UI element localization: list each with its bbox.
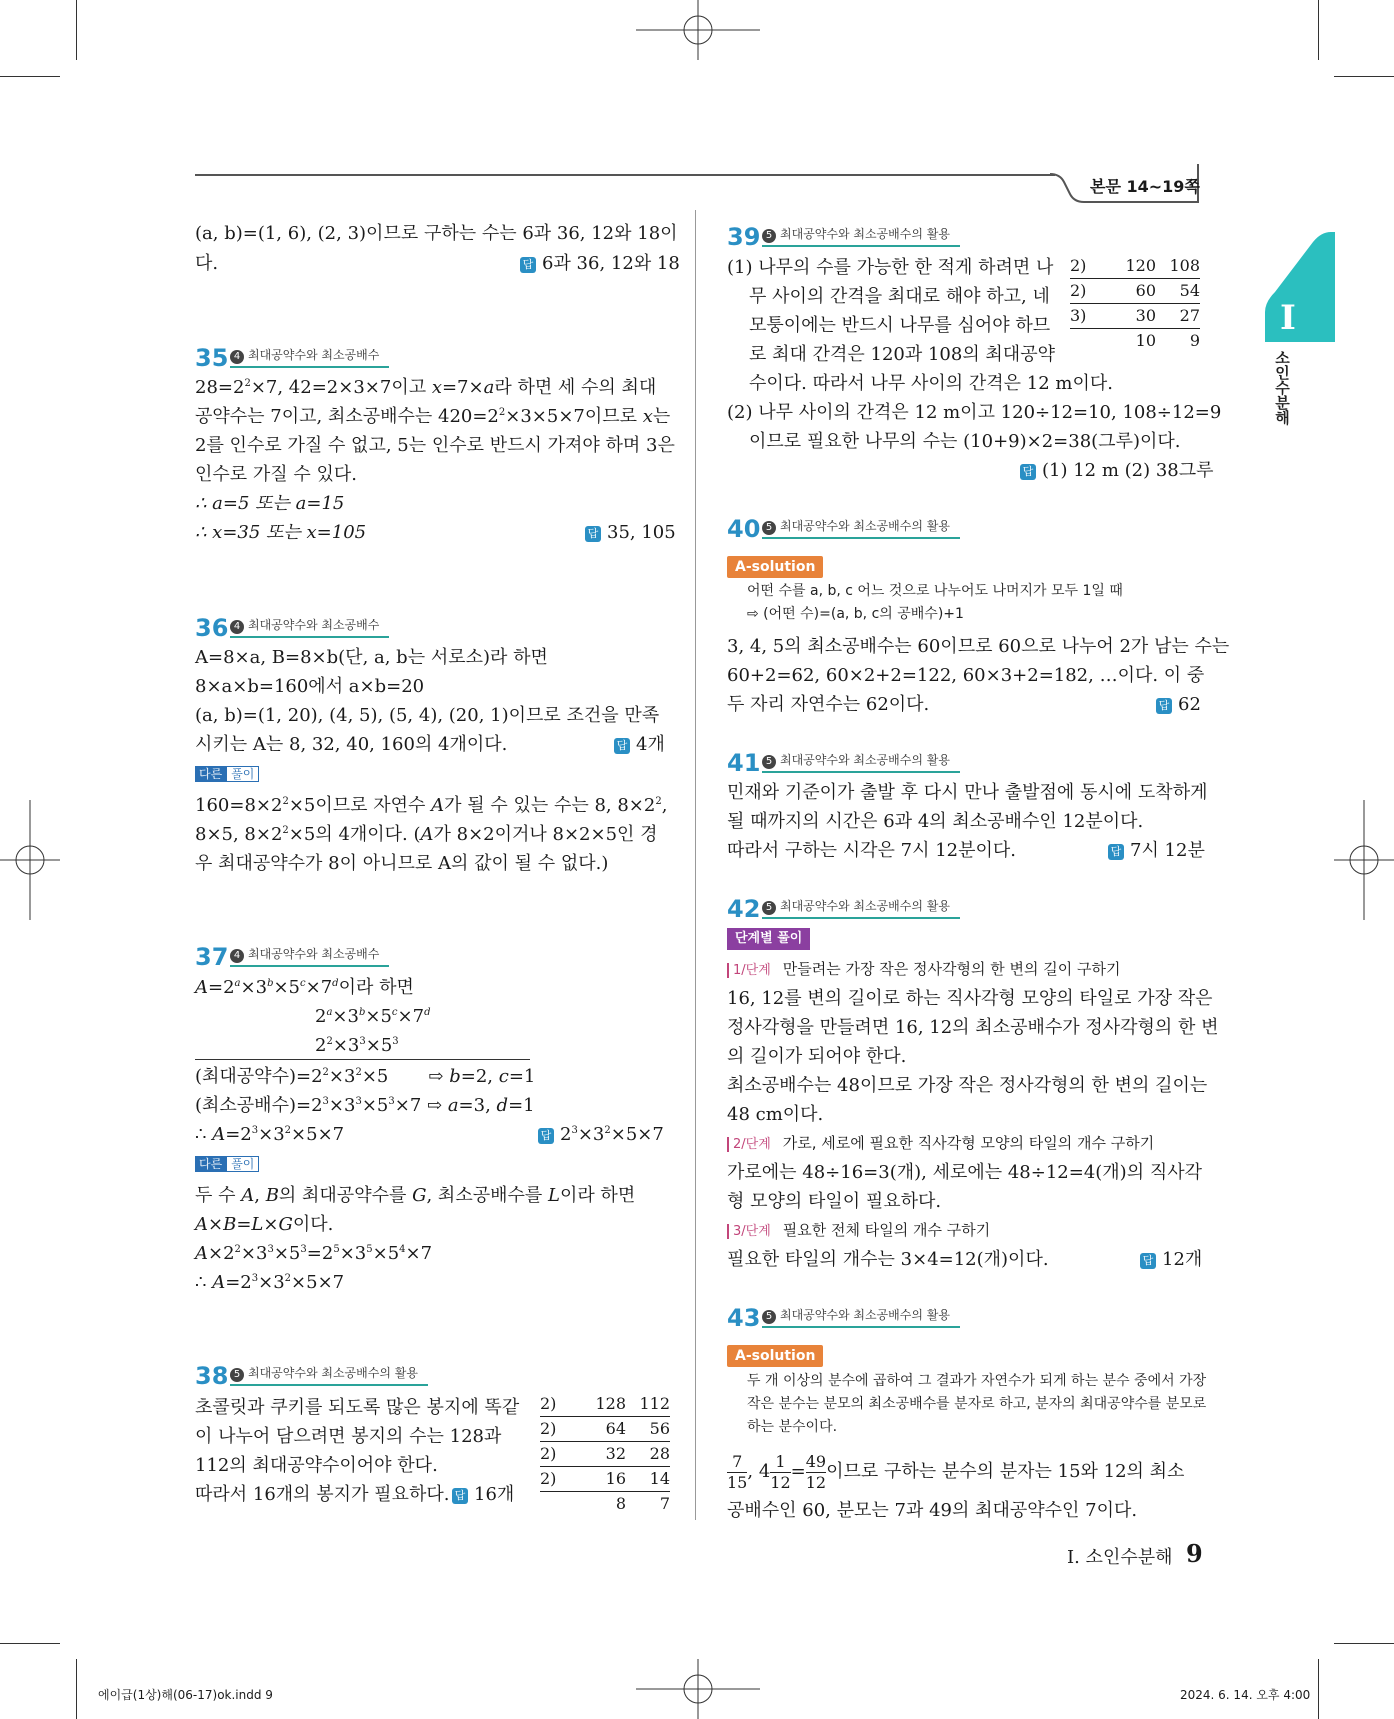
topic-tag-35: 4 최대공약수와 최소공배수 xyxy=(230,347,389,368)
q37-line-3: $2^2\times 3^3\times 5^3$ xyxy=(315,1035,399,1056)
crop-mark xyxy=(0,76,60,77)
crop-mark xyxy=(1318,0,1319,60)
q35-line-1: $28=2^2\times 7$, 42=2×3×7이고 x=7×a라 하면 세 수의 최대 xyxy=(195,377,657,398)
q42-step-3-heading: 3/단계 필요한 전체 타일의 개수 구하기 xyxy=(727,1218,990,1244)
question-number-42: 42 xyxy=(727,895,761,923)
q36-line-3: (a, b)=(1, 20), (4, 5), (5, 4), (20, 1)이므로 조건을 만족 xyxy=(195,705,660,726)
division-row: 8 7 xyxy=(615,1494,670,1513)
question-number-35: 35 xyxy=(195,344,229,372)
division-row: 10 9 xyxy=(1135,331,1200,350)
question-number-36: 36 xyxy=(195,614,229,642)
answer-35: 답 35, 105 xyxy=(585,518,676,547)
q42-step-1-heading: 1/단계 만들려는 가장 작은 정사각형의 한 변의 길이 구하기 xyxy=(727,957,1120,983)
topic-tag-38: 5 최대공약수와 최소공배수의 활용 xyxy=(230,1365,428,1386)
alternate-solution-label-37: 다른 풀이 xyxy=(195,1155,259,1173)
step-solution-label-42: 단계별 풀이 xyxy=(727,928,810,950)
header-page-range: 본문 14~19쪽 xyxy=(1090,177,1200,196)
question-number-43: 43 xyxy=(727,1304,761,1332)
question-number-40: 40 xyxy=(727,515,761,543)
q40-line-3: 두 자리 자연수는 62이다. xyxy=(727,694,930,715)
division-row: 2) 64 56 xyxy=(540,1417,670,1442)
q42-step-2-heading: 2/단계 가로, 세로에 필요한 직사각형 모양의 타일의 개수 구하기 xyxy=(727,1131,1154,1157)
crop-mark xyxy=(76,1659,77,1719)
q38-line-3: 112의 최대공약수이어야 한다. xyxy=(195,1455,438,1476)
q35-line-5: ∴ a=5 또는 a=15 xyxy=(195,493,345,514)
q38-line-4: 따라서 16개의 봉지가 필요하다. xyxy=(195,1484,450,1505)
q42-line-3: 의 길이가 되어야 한다. xyxy=(727,1046,907,1067)
registration-mark-bottom xyxy=(636,1659,760,1719)
topic-tag-42: 5 최대공약수와 최소공배수의 활용 xyxy=(762,898,960,919)
a-solution-label-43: A-solution xyxy=(727,1345,823,1367)
division-row: 2) 120 108 xyxy=(1070,254,1200,279)
q42-line-2: 정사각형을 만들려면 16, 12의 최소공배수가 정사각형의 한 변 xyxy=(727,1017,1219,1038)
q36-line-7: 우 최대공약수가 8이 아니므로 A의 값이 될 수 없다.) xyxy=(195,853,609,874)
topic-tag-39: 5 최대공약수와 최소공배수의 활용 xyxy=(762,226,960,247)
q40-line-2: 60+2=62, 60×2+2=122, 60×3+2=182, …이다. 이 중 xyxy=(727,665,1205,686)
chapter-numeral: I xyxy=(1280,298,1296,338)
footer-page-number: 9 xyxy=(1186,1539,1203,1568)
answer-40: 답 62 xyxy=(1156,690,1201,719)
top-line-2: 다. xyxy=(195,253,219,274)
crop-mark xyxy=(0,1643,60,1644)
top-line-1: (a, b)=(1, 6), (2, 3)이므로 구하는 수는 6과 36, 12와 18이 xyxy=(195,223,678,244)
topic-tag-40: 5 최대공약수와 최소공배수의 활용 xyxy=(762,518,960,539)
q36-line-1: A=8×a, B=8×b(단, a, b는 서로소)라 하면 xyxy=(195,647,548,668)
division-row: 2) 128 112 xyxy=(540,1392,670,1417)
q42-line-4: 최소공배수는 48이므로 가장 작은 정사각형의 한 변의 길이는 xyxy=(727,1075,1208,1096)
answer-41: 답 7시 12분 xyxy=(1108,836,1205,865)
fraction-7-15: $\frac{7}{15}$ xyxy=(727,1451,748,1492)
footer-file-name: 에이급(1상)해(06-17)ok.indd 9 xyxy=(98,1688,273,1702)
topic-tag-41: 5 최대공약수와 최소공배수의 활용 xyxy=(762,752,960,773)
q35-line-4: 인수로 가질 수 있다. xyxy=(195,464,357,485)
q39-line-3: 모퉁이에는 반드시 나무를 심어야 하므 xyxy=(749,315,1051,336)
a-solution-40-line-1: 어떤 수를 a, b, c 어느 것으로 나누어도 나머지가 모두 1일 때 xyxy=(747,583,1123,599)
q39-line-2: 무 사이의 간격을 최대로 해야 하고, 네 xyxy=(749,286,1050,307)
question-number-39: 39 xyxy=(727,223,761,251)
q35-line-6: ∴ x=35 또는 x=105 xyxy=(195,522,367,543)
crop-mark xyxy=(1334,76,1394,77)
q37-rule xyxy=(195,1059,530,1060)
footer-chapter: I. 소인수분해 xyxy=(1067,1547,1173,1568)
crop-mark xyxy=(1318,1659,1319,1719)
q39-line-5: 수이다. 따라서 나무 사이의 간격은 12 m이다. xyxy=(749,373,1113,394)
topic-tag-36: 4 최대공약수와 최소공배수 xyxy=(230,617,389,638)
q39-line-7: 이므로 필요한 나무의 수는 (10+9)×2=38(그루)이다. xyxy=(749,431,1181,452)
q37-line-4: (최대공약수)$=2^2\times 3^2\times 5$ ⇨ b=2, c=1 xyxy=(195,1066,536,1087)
answer-42: 답 12개 xyxy=(1140,1245,1202,1274)
q37-line-7: 두 수 A, B의 최대공약수를 G, 최소공배수를 L이라 하면 xyxy=(195,1185,636,1206)
q37-line-5: (최소공배수)$=2^3\times 3^3\times 5^3\times 7$ ⇨ a=3, d=1 xyxy=(195,1095,535,1116)
q41-line-2: 될 때까지의 시간은 6과 4의 최소공배수인 12분이다. xyxy=(727,811,1144,832)
fraction-49-12: $\frac{49}{12}$ xyxy=(805,1451,827,1492)
a-solution-43-line-3: 하는 분수이다. xyxy=(747,1419,838,1435)
q37-line-2: $2^a\times 3^b\times 5^c\times 7^d$ xyxy=(315,1006,431,1027)
q37-line-8: A×B=L×G이다. xyxy=(195,1214,334,1235)
q41-line-1: 민재와 기준이가 출발 후 다시 만나 출발점에 동시에 도착하게 xyxy=(727,782,1208,803)
a-solution-43-line-2: 작은 분수는 분모의 최소공배수를 분자로 하고, 분자의 최대공약수를 분모로 xyxy=(747,1396,1207,1412)
answer-38: 답 16개 xyxy=(452,1480,514,1509)
a-solution-40-line-2: ⇨ (어떤 수)=(a, b, c의 공배수)+1 xyxy=(747,606,964,622)
q43-line-1: $\frac{7}{15}$ , 4 $\frac{1}{12}$ = $\frac{49}{12}$ 이므로 구하는 분수의 분자는 15와 12의 최소 xyxy=(727,1451,1185,1492)
q40-line-1: 3, 4, 5의 최소공배수는 60이므로 60으로 나누어 2가 남는 수는 xyxy=(727,636,1230,657)
division-row: 2) 16 14 xyxy=(540,1467,670,1492)
q42-line-1: 16, 12를 변의 길이로 하는 직사각형 모양의 타일로 가장 작은 xyxy=(727,988,1213,1009)
division-row: 2) 60 54 xyxy=(1070,279,1200,304)
registration-mark-right xyxy=(1334,800,1394,920)
q35-line-2: 공약수는 7이고, 최소공배수는 $420=2^2\times 3\times 5\times 7$이므로 x는 xyxy=(195,406,671,427)
q39-line-1: (1) 나무의 수를 가능한 한 적게 하려면 나 xyxy=(727,257,1054,278)
q37-line-6: ∴ $A=2^3\times 3^2\times 5\times 7$ xyxy=(195,1124,345,1145)
division-row: 3) 30 27 xyxy=(1070,304,1200,329)
q36-line-5: $160=8\times 2^2\times 5$이므로 자연수 A가 될 수 있는 수는 8, $8\times 2^2$, xyxy=(195,795,668,816)
division-row: 2) 32 28 xyxy=(540,1442,670,1467)
crop-mark xyxy=(1334,1643,1394,1644)
q36-line-4: 시키는 A는 8, 32, 40, 160의 4개이다. xyxy=(195,734,508,755)
q37-line-9: $A\times 2^2\times 3^3\times 5^3=2^5\times 3^5\times 5^4\times 7$ xyxy=(195,1243,433,1264)
q42-line-7: 형 모양의 타일이 필요하다. xyxy=(727,1191,942,1212)
q36-line-2: 8×a×b=160에서 a×b=20 xyxy=(195,676,425,697)
q37-line-1: $A=2^a\times 3^b\times 5^c\times 7^d$이라 하면 xyxy=(195,977,414,998)
q42-line-8: 필요한 타일의 개수는 3×4=12(개)이다. xyxy=(727,1249,1049,1270)
q35-line-3: 2를 인수로 가질 수 없고, 5는 인수로 반드시 가져야 하며 3은 xyxy=(195,435,675,456)
answer-36: 답 4개 xyxy=(614,730,665,759)
answer-39: 답 (1) 12 m (2) 38그루 xyxy=(1020,456,1214,485)
header-rule xyxy=(195,174,1055,176)
q41-line-3: 따라서 구하는 시각은 7시 12분이다. xyxy=(727,840,1017,861)
q36-line-6: 8×5, $8\times 2^2\times 5$의 4개이다. (A가 8×2이거나 8×2×5인 경 xyxy=(195,824,658,845)
q43-line-2: 공배수인 60, 분모는 7과 49의 최대공약수인 7이다. xyxy=(727,1500,1138,1521)
footer-date: 2024. 6. 14. 오후 4:00 xyxy=(1180,1688,1311,1702)
alternate-solution-label-36: 다른 풀이 xyxy=(195,765,259,783)
a-solution-label-40: A-solution xyxy=(727,556,823,578)
q38-line-1: 초콜릿과 쿠키를 되도록 많은 봉지에 똑같 xyxy=(195,1397,520,1418)
chapter-side-label: 소인수분해 xyxy=(1273,350,1291,425)
topic-tag-37: 4 최대공약수와 최소공배수 xyxy=(230,946,389,967)
topic-tag-43: 5 최대공약수와 최소공배수의 활용 xyxy=(762,1307,960,1328)
q38-line-2: 이 나누어 담으려면 봉지의 수는 128과 xyxy=(195,1426,502,1447)
registration-mark-top xyxy=(636,0,760,60)
q42-line-6: 가로에는 48÷16=3(개), 세로에는 48÷12=4(개)의 직사각 xyxy=(727,1162,1202,1183)
q42-line-5: 48 cm이다. xyxy=(727,1104,824,1125)
column-divider xyxy=(695,210,696,1520)
crop-mark xyxy=(76,0,77,60)
q39-line-4: 로 최대 간격은 120과 108의 최대공약 xyxy=(749,344,1055,365)
question-number-37: 37 xyxy=(195,943,229,971)
answer-37: 답 $2^3\times 3^2\times 5\times 7$ xyxy=(538,1120,664,1149)
a-solution-43-line-1: 두 개 이상의 분수에 곱하여 그 결과가 자연수가 되게 하는 분수 중에서 가장 xyxy=(747,1373,1207,1389)
answer-top: 답 6과 36, 12와 18 xyxy=(520,249,680,278)
q39-line-6: (2) 나무 사이의 간격은 12 m이고 120÷12=10, 108÷12=9 xyxy=(727,402,1222,423)
question-number-38: 38 xyxy=(195,1362,229,1390)
q37-line-10: ∴ $A=2^3\times 3^2\times 5\times 7$ xyxy=(195,1272,345,1293)
question-number-41: 41 xyxy=(727,749,761,777)
registration-mark-left xyxy=(0,800,60,920)
fraction-1-12: $\frac{1}{12}$ xyxy=(770,1451,791,1492)
